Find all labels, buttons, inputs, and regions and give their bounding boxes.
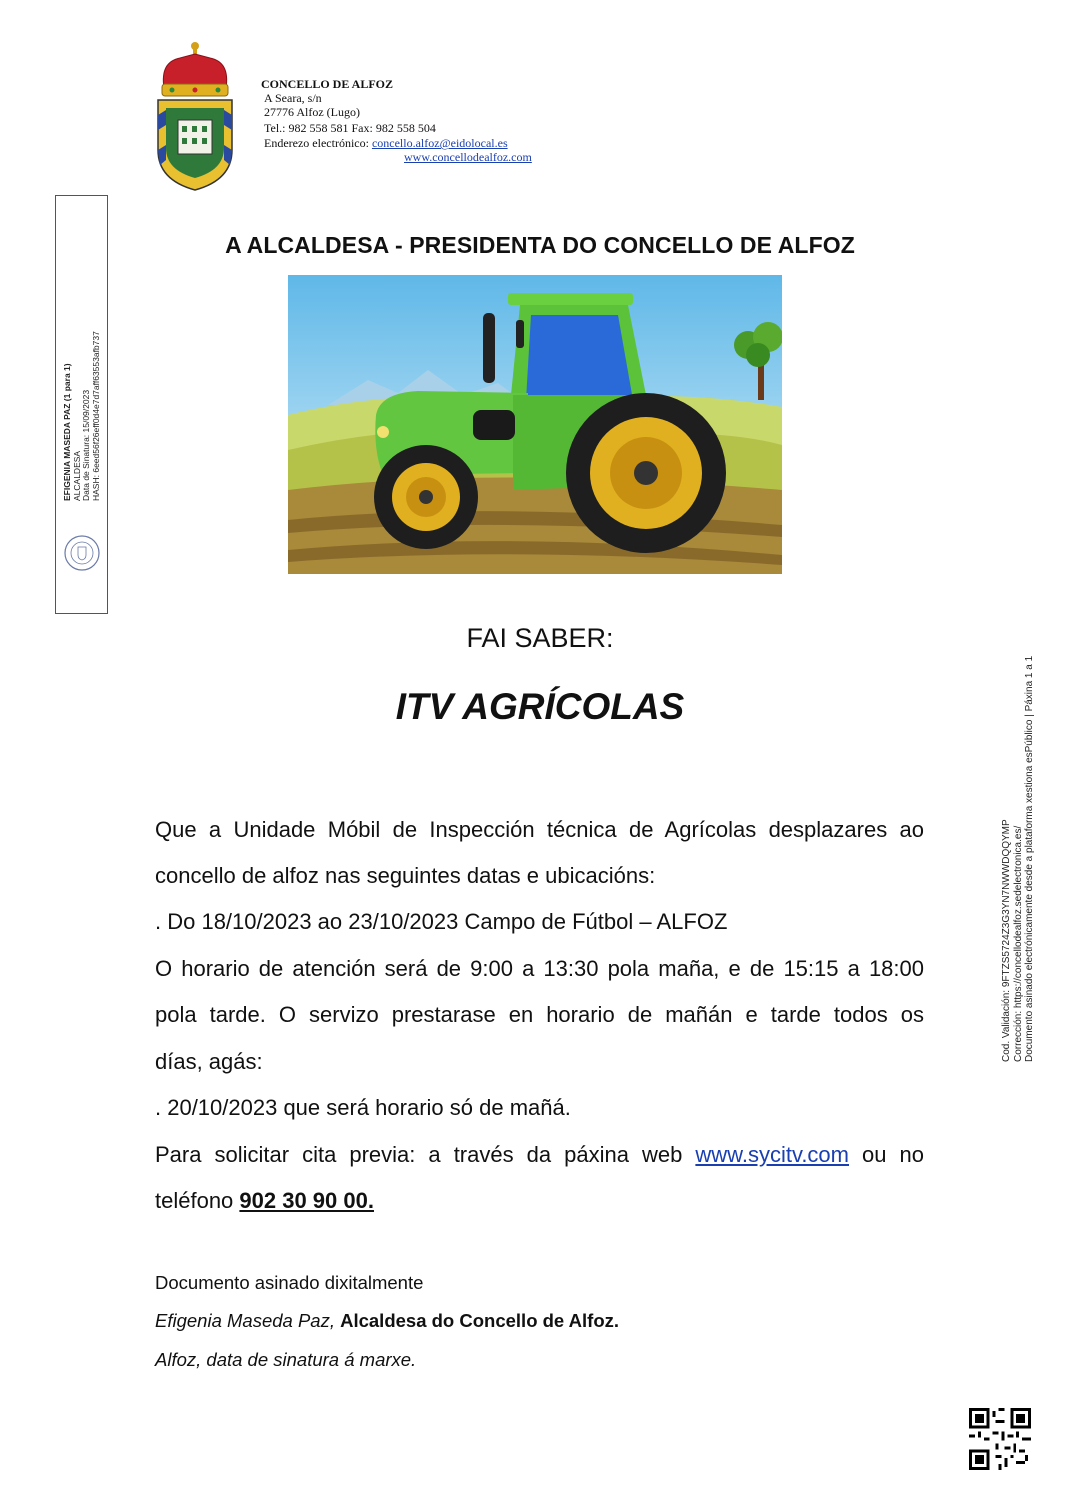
signoff-line-3: Alfoz, data de sinatura á marxe. <box>155 1349 417 1370</box>
letterhead-org: CONCELLO DE ALFOZ <box>261 77 394 91</box>
email-label: Enderezo electrónico: <box>264 136 372 150</box>
letterhead-email-line <box>264 137 508 150</box>
qr-code-icon <box>969 1408 1031 1470</box>
signer-role: ALCALDESA <box>71 450 82 501</box>
signoff-line-2 <box>155 1310 619 1332</box>
signoff-role: Alcaldesa do Concello de Alfoz. <box>340 1310 620 1331</box>
signoff-name: Efigenia Maseda Paz, <box>155 1310 341 1331</box>
website-link[interactable]: www.concellodealfoz.com <box>404 150 532 164</box>
body-paragraph-3-line-2 <box>155 1177 924 1224</box>
signature-stamp-text <box>63 331 101 501</box>
letterhead-website <box>404 151 532 164</box>
letterhead-address: A Seara, s/n <box>264 91 322 105</box>
cita-text: Para solicitar cita previa: a través da páxina web <box>155 1142 696 1167</box>
body-paragraph-2-line-2: pola tarde. O servizo prestarase en horario de mañán e tarde todos os <box>155 1002 924 1027</box>
letterhead-postal: 27776 Alfoz (Lugo) <box>264 105 360 119</box>
signoff-line-1: Documento asinado dixitalmente <box>155 1272 424 1293</box>
body-paragraph-1-line-1: Que a Unidade Móbil de Inspección técnica de Agrícolas desplazares ao <box>155 817 924 842</box>
signature-hash: HASH: 6eed56f26eff0d4e7d7aff63553afb737 <box>90 331 101 501</box>
validation-url: Corrección: https://concellodealfoz.sedelectronica.es/ <box>1012 825 1024 1062</box>
body-paragraph-2-line-3: días, agás: <box>155 1049 263 1074</box>
validation-note: Documento asinado electrónicamente desde a plataforma xestiona esPúblico | Páxina 1 a 1 <box>1024 655 1035 1062</box>
body-exception: . 20/10/2023 que será horario só de mañá. <box>155 1095 571 1120</box>
official-seal-icon <box>63 534 101 572</box>
validation-text <box>1001 656 1036 1062</box>
body-dates: . Do 18/10/2023 ao 23/10/2023 Campo de Fútbol – ALFOZ <box>155 909 728 934</box>
phone-number: 902 30 90 00. <box>239 1188 374 1213</box>
signature-date: Data de Sinatura: 15/09/2023 <box>81 389 91 501</box>
announcement-label: FAI SABER: <box>466 623 614 653</box>
body-paragraph-1-line-2: concello de alfoz nas seguintes datas e ubicacións: <box>155 863 656 888</box>
sycitv-link[interactable]: www.sycitv.com <box>695 1142 849 1167</box>
cita-text-end: ou no <box>849 1142 925 1167</box>
document-title: ITV AGRÍCOLAS <box>395 686 685 727</box>
tractor-illustration <box>288 275 782 574</box>
phone-label: teléfono <box>155 1188 240 1213</box>
page-heading: A ALCALDESA - PRESIDENTA DO CONCELLO DE ALFOZ <box>225 232 855 258</box>
municipal-crest <box>150 40 254 192</box>
body-paragraph-3-line-1 <box>155 1131 924 1178</box>
body-paragraph-2-line-1: O horario de atención será de 9:00 a 13:30 pola maña, e de 15:15 a 18:00 <box>155 956 924 981</box>
signer-name: EFIGENIA MASEDA PAZ (1 para 1) <box>62 363 72 501</box>
validation-code: Cod. Validación: 9FTZS5724Z3G3YN7NWWDQQYMP <box>1001 819 1012 1062</box>
email-link[interactable]: concello.alfoz@eidolocal.es <box>371 136 508 150</box>
letterhead-phone: Tel.: 982 558 581 Fax: 982 558 504 <box>264 121 436 135</box>
